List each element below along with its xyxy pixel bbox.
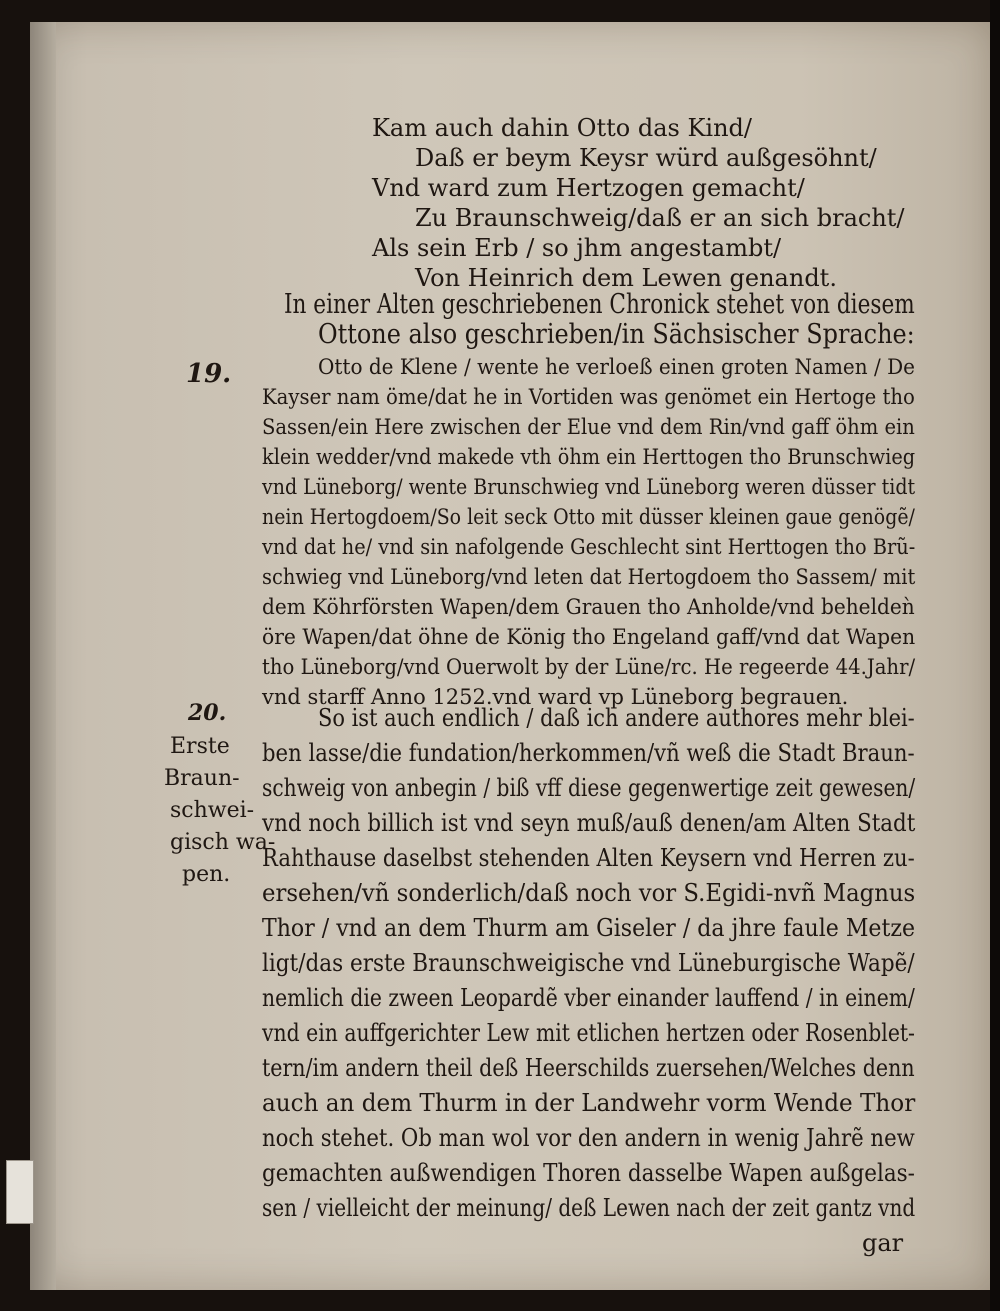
body-line: noch stehet. Ob man wol vor den andern in wenig Jahrẽ new	[262, 1124, 915, 1152]
verse-line: Als sein Erb / so jhm angestambt/	[372, 234, 782, 262]
margin-note-19: 19.	[186, 359, 232, 389]
body-line: tern/im andern theil deß Heerschilds zuersehen/Welches denn	[262, 1054, 915, 1082]
body-line: So ist auch endlich / daß ich andere authores mehr blei-	[318, 704, 915, 732]
margin-note-line: Braun-	[164, 766, 240, 791]
chronicle-line: öre Wapen/dat öhne de König tho Engeland gaff/vnd dat Wapen	[262, 625, 916, 649]
margin-note-line: gisch wa-	[170, 830, 276, 855]
chronicle-line: Kayser nam öme/dat he in Vortiden was genömet ein Hertoge tho	[262, 385, 915, 409]
verse-line: Kam auch dahin Otto das Kind/	[372, 114, 752, 142]
body-line: nemlich die zween Leopardẽ vber einander lauffend / in einem/	[262, 984, 915, 1012]
body-line: ligt/das erste Braunschweigische vnd Lüneburgische Wapẽ/	[262, 949, 915, 977]
body-line: gemachten außwendigen Thoren dasselbe Wapen außgelas-	[262, 1159, 915, 1187]
chronicle-line: vnd Lüneborg/ wente Brunschwieg vnd Lüneborg weren düsser tidt	[262, 475, 916, 499]
margin-note-number: 20.	[188, 700, 227, 726]
chronicle-line: Sassen/ein Here zwischen der Elue vnd dem Rin/vnd gaff öhm ein	[262, 415, 915, 439]
body-line: ben lasse/die fundation/herkommen/vñ weß die Stadt Braun-	[262, 739, 915, 767]
verse-line: Zu Braunschweig/daß er an sich bracht/	[415, 204, 905, 232]
catchword: gar	[862, 1229, 904, 1257]
margin-note-line: Erste	[170, 734, 230, 759]
margin-note-line: pen.	[182, 862, 231, 887]
heading-line: Ottone also geschrieben/in Sächsischer Sprache:	[318, 319, 915, 350]
verse-line: Daß er beym Keysr würd außgesöhnt/	[415, 144, 877, 172]
chronicle-line: klein wedder/vnd makede vth öhm ein Herttogen tho Brunschwieg	[262, 445, 916, 469]
body-line: auch an dem Thurm in der Landwehr vorm Wende Thor	[262, 1089, 916, 1117]
body-line: sen / vielleicht der meinung/ deß Lewen nach der zeit gantz vnd	[262, 1194, 916, 1222]
body-line: schweig von anbegin / biß vff diese gegenwertige zeit gewesen/	[262, 774, 916, 802]
chronicle-line: tho Lüneborg/vnd Ouerwolt by der Lüne/rc. He regeerde 44.Jahr/	[262, 655, 916, 679]
body-line: vnd ein auffgerichter Lew mit etlichen hertzen oder Rosenblet-	[262, 1019, 915, 1047]
body-line: ersehen/vñ sonderlich/daß noch vor S.Egidi-nvñ Magnus	[262, 879, 916, 907]
margin-note-line: schwei-	[170, 798, 255, 823]
chronicle-line: nein Hertogdoem/So leit seck Otto mit düsser kleinen gaue genögẽ/	[262, 505, 915, 529]
chronicle-line: schwieg vnd Lüneborg/vnd leten dat Hertogdoem tho Sassem/ mit	[262, 565, 916, 589]
verse-line: Von Heinrich dem Lewen genandt.	[415, 264, 837, 292]
heading-line: In einer Alten geschriebenen Chronick stehet von diesem	[284, 289, 915, 320]
verse-line: Vnd ward zum Hertzogen gemacht/	[372, 174, 805, 202]
chronicle-line: dem Köhrförsten Wapen/dem Grauen tho Anholde/vnd beheldeǹ	[262, 595, 915, 619]
body-line: Rahthause daselbst stehenden Alten Keysern vnd Herren zu-	[262, 844, 915, 872]
chronicle-line: vnd starff Anno 1252.vnd ward vp Lüneborg begrauen.	[262, 685, 849, 709]
chronicle-line: Otto de Klene / wente he verloeß einen groten Namen / De	[318, 355, 915, 379]
body-line: Thor / vnd an dem Thurm am Giseler / da jhre faule Metze	[262, 914, 916, 942]
chronicle-line: vnd dat he/ vnd sin nafolgende Geschlecht sint Herttogen tho Brũ-	[262, 535, 916, 559]
body-line: vnd noch billich ist vnd seyn muß/auß denen/am Alten Stadt	[262, 809, 916, 837]
